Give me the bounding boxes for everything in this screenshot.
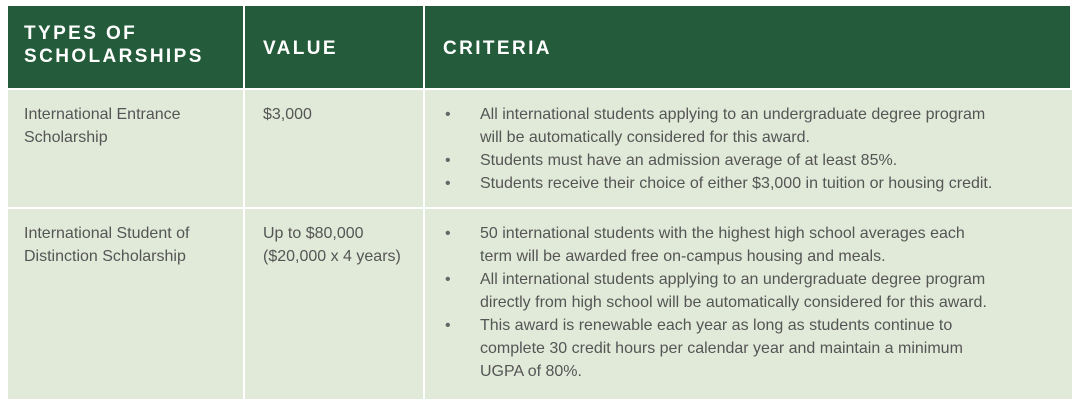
value-line: Up to $80,000: [263, 225, 364, 242]
criteria-line: UGPA of 80%.: [480, 363, 582, 380]
header-line: SCHOLARSHIPS: [24, 46, 204, 67]
row1-type-cell: [8, 88, 245, 207]
criteria-item: [425, 103, 1072, 149]
criteria-line: • All international students applying to an undergraduate degree program: [480, 106, 986, 123]
type-line: International Entrance: [24, 106, 181, 123]
criteria-line: • 50 international students with the highest high school averages each: [480, 225, 965, 242]
row2-value-cell: [245, 207, 425, 399]
header-line: TYPES OF: [24, 23, 138, 44]
value-line: $3,000: [263, 106, 312, 123]
type-line: Distinction Scholarship: [24, 248, 186, 265]
row2-type-cell: [8, 207, 245, 399]
criteria-line: will be automatically considered for this award.: [480, 129, 810, 146]
scholarship-table: [8, 6, 1072, 399]
criteria-list: [425, 222, 1072, 383]
criteria-line: • All international students applying to an undergraduate degree program: [480, 271, 986, 288]
row1-criteria-cell: [425, 88, 1072, 207]
criteria-item: [425, 149, 1072, 172]
criteria-item: [425, 172, 1072, 195]
header-criteria-label: CRITERIA: [443, 38, 552, 59]
criteria-line: directly from high school will be automatically considered for this award.: [480, 294, 987, 311]
header-criteria: [425, 6, 1072, 88]
header-value: [245, 6, 425, 88]
row1-value-cell: [245, 88, 425, 207]
criteria-item: [425, 268, 1072, 314]
type-line: International Student of: [24, 225, 190, 242]
criteria-line: • Students receive their choice of either $3,000 in tuition or housing credit.: [480, 175, 993, 192]
criteria-line: • This award is renewable each year as long as students continue to: [480, 317, 953, 334]
row2-criteria-cell: [425, 207, 1072, 399]
header-types-of-scholarships: [8, 6, 245, 88]
criteria-line: • Students must have an admission average of at least 85%.: [480, 152, 898, 169]
type-line: Scholarship: [24, 129, 108, 146]
criteria-line: complete 30 credit hours per calendar year and maintain a minimum: [480, 340, 963, 357]
header-value-label: VALUE: [263, 38, 338, 59]
criteria-item: [425, 314, 1072, 383]
criteria-list: [425, 103, 1072, 195]
value-line: ($20,000 x 4 years): [263, 248, 401, 265]
criteria-line: term will be awarded free on-campus housing and meals.: [480, 248, 886, 265]
criteria-item: [425, 222, 1072, 268]
